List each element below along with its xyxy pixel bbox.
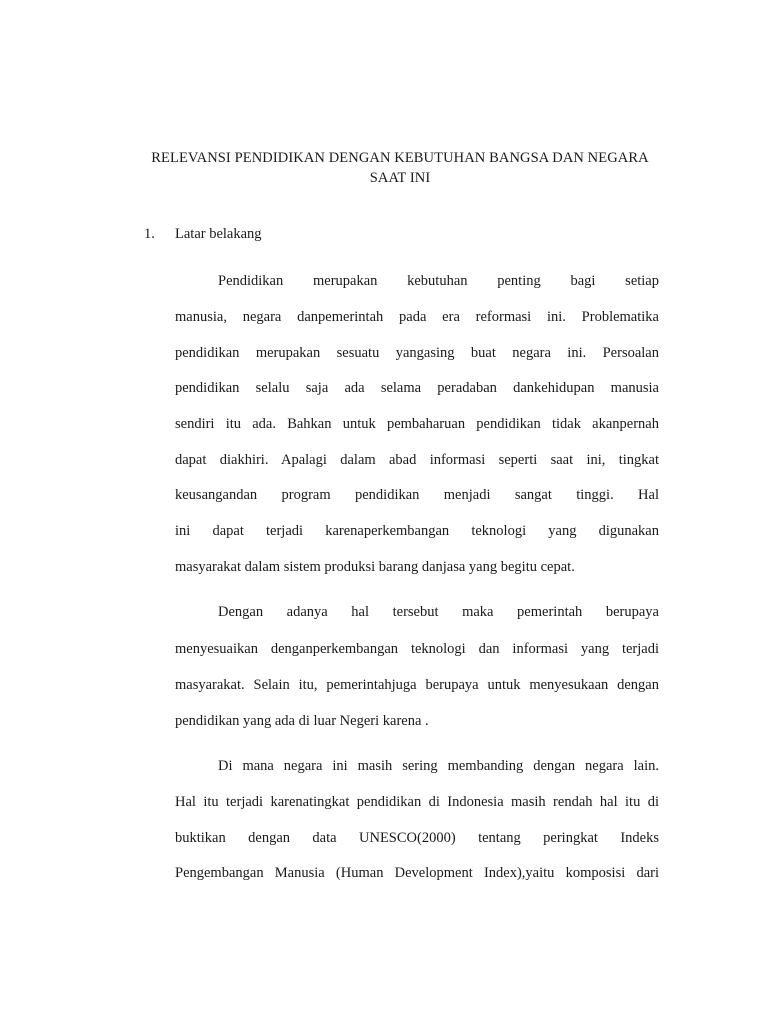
paragraph-line: pendidikan yang ada di luar Negeri karena .	[175, 713, 429, 729]
paragraph-line: Hal itu terjadi karenatingkat pendidikan di Indonesia masih rendah hal itu di	[175, 794, 659, 810]
paragraph-line: keusangandan program pendidikan menjadi sangat tinggi. Hal	[175, 487, 659, 503]
paragraph-line: Dengan adanya hal tersebut maka pemerintah berupaya	[218, 604, 659, 620]
document-title	[120, 148, 680, 188]
paragraph-line: sendiri itu ada. Bahkan untuk pembaharuan pendidikan tidak akanpernah	[175, 416, 659, 432]
paragraph-line: masyarakat. Selain itu, pemerintahjuga berupaya untuk menyesukaan dengan	[175, 677, 659, 693]
title-line-2: SAAT INI	[369, 170, 431, 186]
paragraph-line: Pengembangan Manusia (Human Development Index),yaitu komposisi dari	[175, 865, 659, 881]
paragraph-line: dapat diakhiri. Apalagi dalam abad informasi seperti saat ini, tingkat	[175, 452, 659, 468]
paragraph-line: menyesuaikan denganperkembangan teknologi dan informasi yang terjadi	[175, 641, 659, 657]
section-heading: Latar belakang	[175, 226, 262, 242]
paragraph-line: Pendidikan merupakan kebutuhan penting bagi setiap	[218, 273, 659, 289]
paragraph-line: Di mana negara ini masih sering membanding dengan negara lain.	[218, 758, 659, 774]
section-number: 1.	[144, 226, 155, 242]
paragraph-line: ini dapat terjadi karenaperkembangan teknologi yang digunakan	[175, 523, 659, 539]
paragraph-line: masyarakat dalam sistem produksi barang danjasa yang begitu cepat.	[175, 559, 575, 575]
title-line-1: RELEVANSI PENDIDIKAN DENGAN KEBUTUHAN BANGSA DAN NEGARA	[151, 150, 649, 166]
paragraph-line: pendidikan selalu saja ada selama peradaban dankehidupan manusia	[175, 380, 659, 396]
paragraph-line: pendidikan merupakan sesuatu yangasing buat negara ini. Persoalan	[175, 345, 659, 361]
paragraph-line: manusia, negara danpemerintah pada era reformasi ini. Problematika	[175, 309, 659, 325]
paragraph-line: buktikan dengan data UNESCO(2000) tentang peringkat Indeks	[175, 830, 659, 846]
